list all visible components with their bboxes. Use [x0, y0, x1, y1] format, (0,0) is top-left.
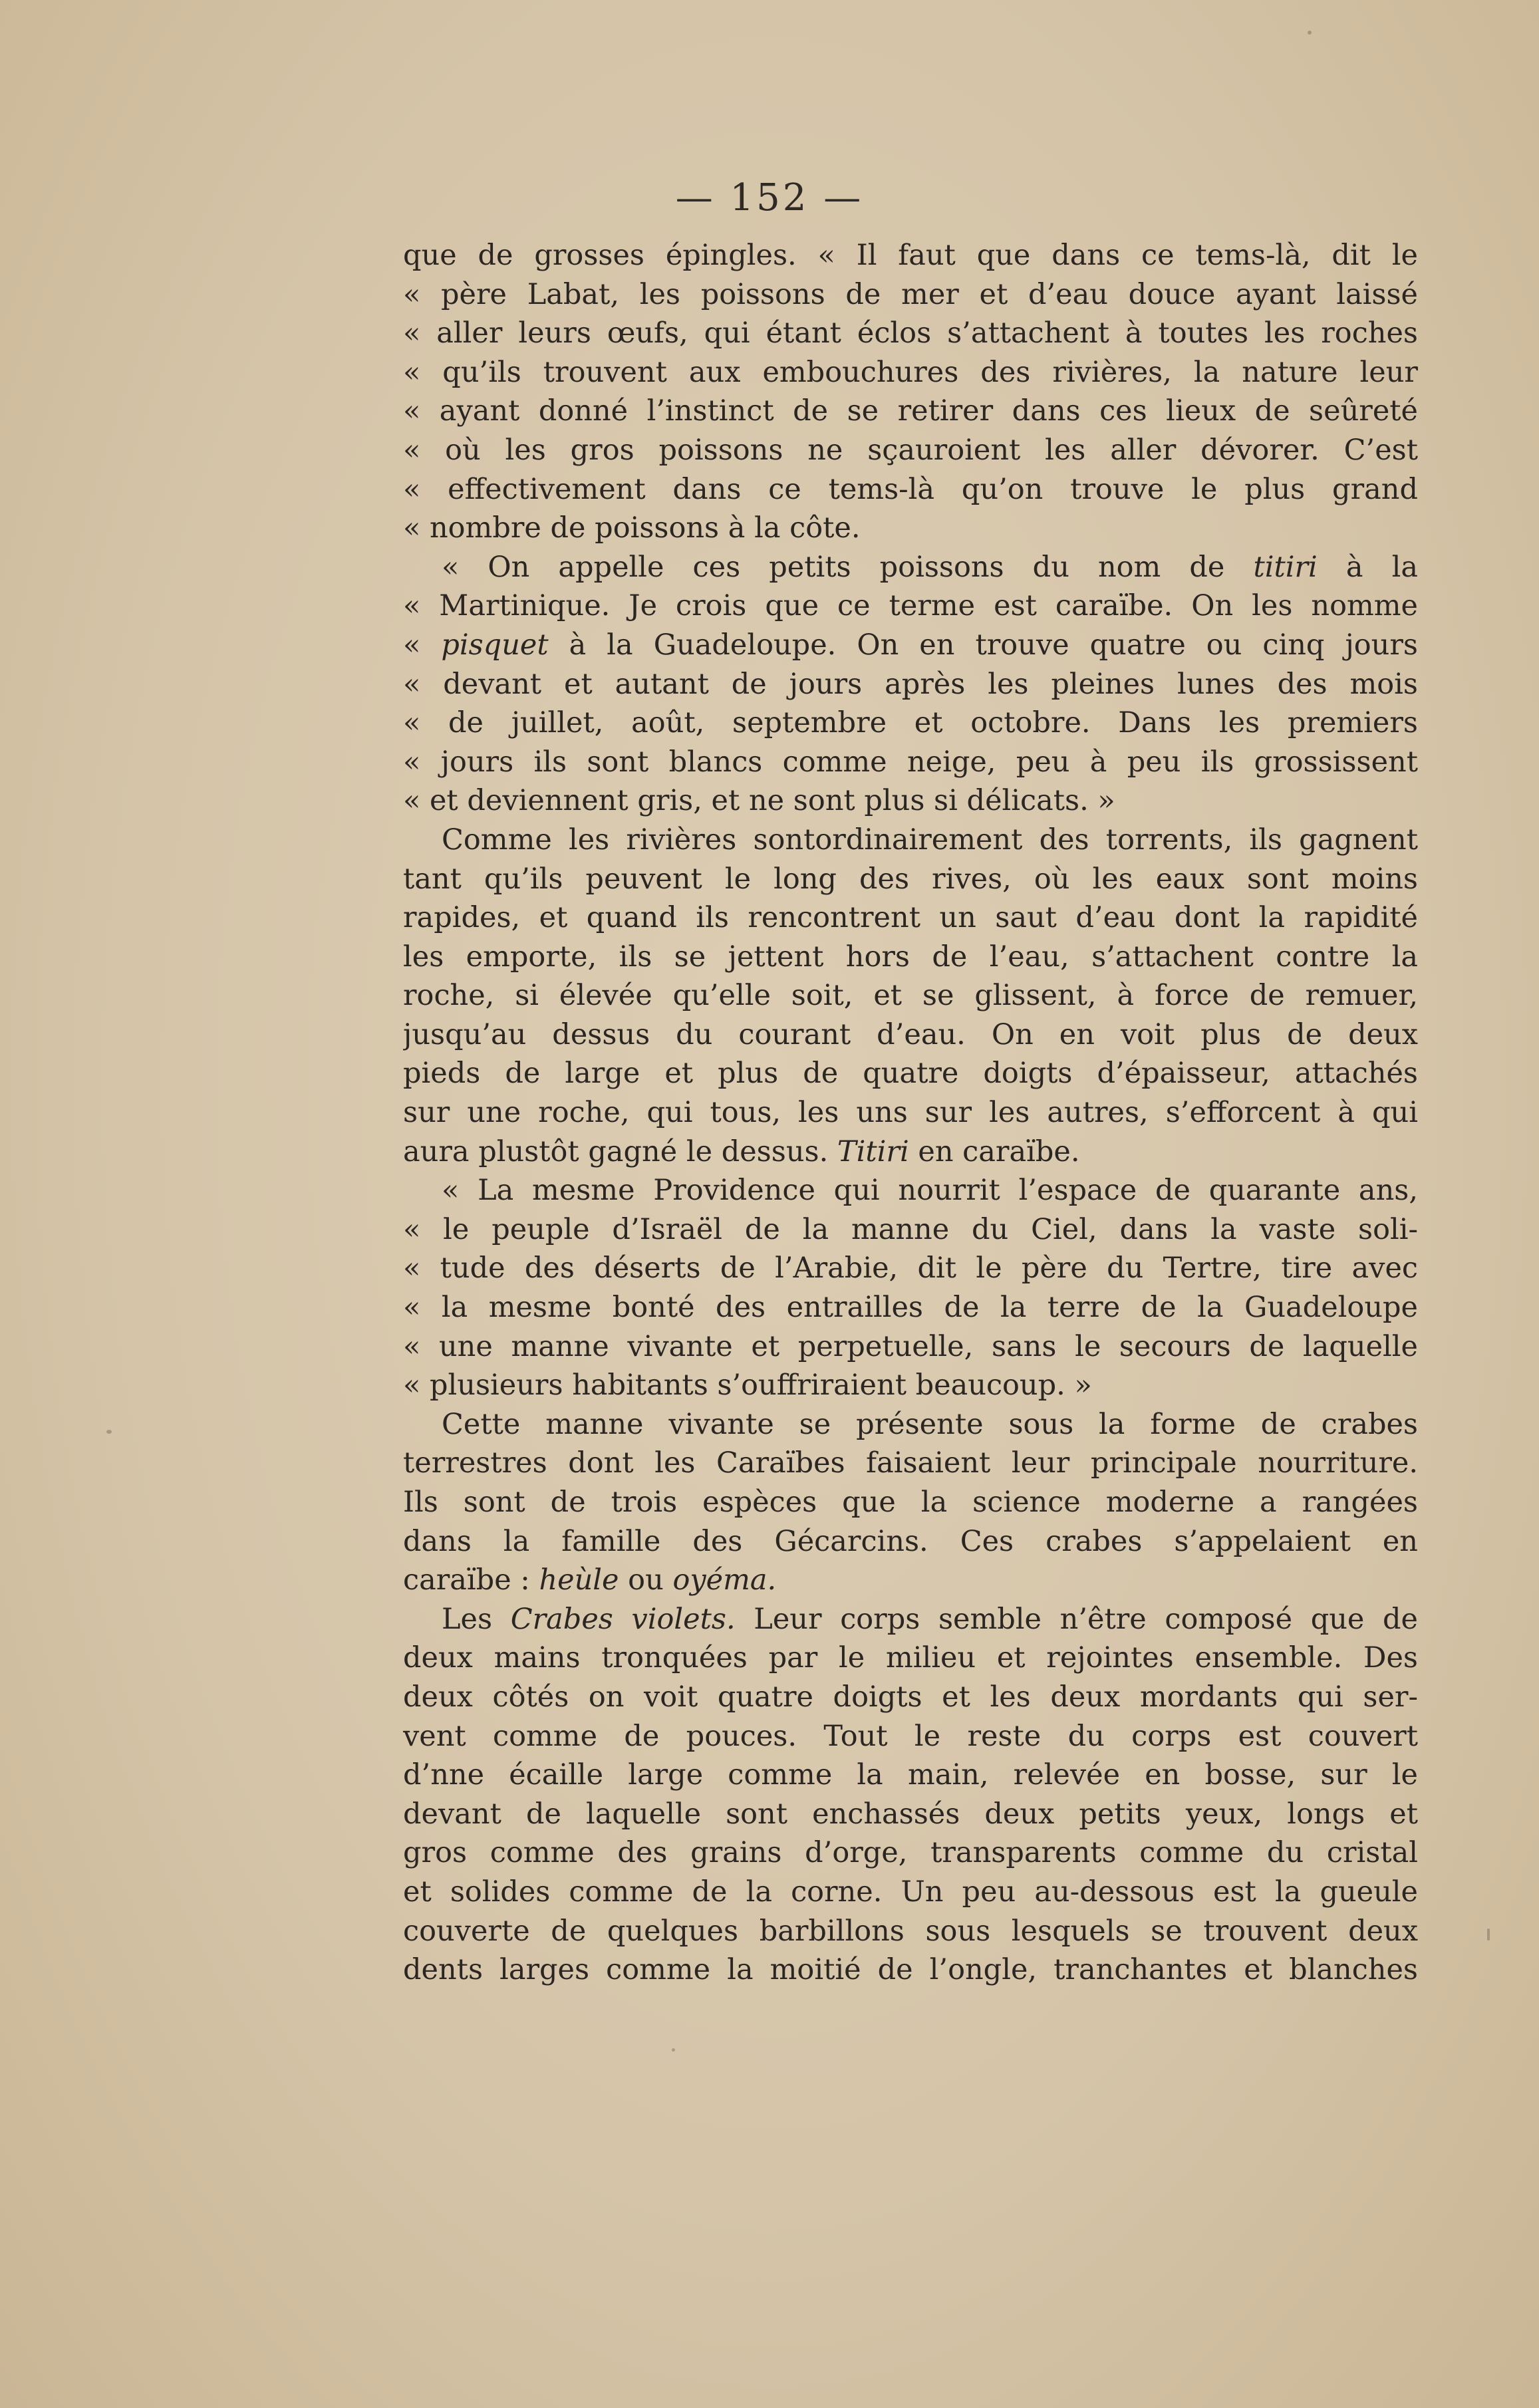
- text-line: pieds de large et plus de quatre doigts d’épaisseur, attachés: [403, 1057, 1418, 1091]
- text-line: que de grosses épingles. « Il faut que dans ce tems-là, dit le: [403, 239, 1418, 272]
- body-text: [403, 236, 1418, 1990]
- text-line: « plusieurs habitants s’ouffriraient beaucoup. »: [403, 1369, 1092, 1403]
- text-line: tant qu’ils peuvent le long des rives, où les eaux sont moins: [403, 862, 1418, 896]
- text-line: caraïbe : heùle ou oyéma.: [403, 1563, 777, 1597]
- text-line: « nombre de poissons à la côte.: [403, 511, 861, 545]
- text-line: devant de laquelle sont enchassés deux petits yeux, longs et: [403, 1797, 1418, 1831]
- text-line: couverte de quelques barbillons sous lesquels se trouvent deux: [403, 1914, 1418, 1948]
- text-line: « le peuple d’Israël de la manne du Ciel, dans la vaste soli-: [403, 1212, 1418, 1246]
- text-line: « de juillet, août, septembre et octobre. Dans les premiers: [403, 706, 1418, 740]
- text-line: « et deviennent gris, et ne sont plus si délicats. »: [403, 784, 1115, 818]
- text-line: « jours ils sont blancs comme neige, peu à peu ils grossissent: [403, 745, 1418, 779]
- text-line: aura plustôt gagné le dessus. Titiri en caraïbe.: [403, 1135, 1080, 1168]
- text-line: « pisquet à la Guadeloupe. On en trouve quatre ou cinq jours: [403, 628, 1418, 662]
- text-line: dans la famille des Gécarcins. Ces crabes s’appelaient en: [403, 1524, 1418, 1558]
- text-line: gros comme des grains d’orge, transparents comme du cristal: [403, 1836, 1418, 1870]
- text-line: et solides comme de la corne. Un peu au-dessous est la gueule: [403, 1875, 1418, 1909]
- text-line: « effectivement dans ce tems-là qu’on trouve le plus grand: [403, 472, 1418, 506]
- paper-speck: [1487, 1929, 1490, 1940]
- text-line: « On appelle ces petits poissons du nom de titiri à la: [442, 550, 1418, 584]
- text-line: « où les gros poissons ne sçauroient les aller dévorer. C’est: [403, 433, 1418, 467]
- text-line: « la mesme bonté des entrailles de la terre de la Guadeloupe: [403, 1291, 1418, 1325]
- text-line: « Martinique. Je crois que ce terme est caraïbe. On les nomme: [403, 589, 1418, 623]
- paper-speck: [106, 1430, 112, 1434]
- text-line: « qu’ils trouvent aux embouchures des rivières, la nature leur: [403, 355, 1418, 389]
- text-line: « ayant donné l’instinct de se retirer dans ces lieux de seûreté: [403, 394, 1418, 428]
- text-line: Ils sont de trois espèces que la science moderne a rangées: [403, 1486, 1418, 1519]
- text-line: sur une roche, qui tous, les uns sur les autres, s’efforcent à qui: [403, 1096, 1418, 1130]
- text-line: « tude des déserts de l’Arabie, dit le père du Tertre, tire avec: [403, 1252, 1418, 1285]
- text-line: rapides, et quand ils rencontrent un saut d’eau dont la rapidité: [403, 901, 1418, 935]
- text-line: roche, si élevée qu’elle soit, et se glissent, à force de remuer,: [403, 979, 1418, 1013]
- text-line: d’nne écaille large comme la main, relevée en bosse, sur le: [403, 1758, 1418, 1792]
- text-line: jusqu’au dessus du courant d’eau. On en voit plus de deux: [403, 1017, 1418, 1051]
- text-line: « père Labat, les poissons de mer et d’eau douce ayant laissé: [403, 277, 1418, 311]
- paper-speck: [1308, 31, 1312, 35]
- text-line: « devant et autant de jours après les pleines lunes des mois: [403, 667, 1418, 701]
- text-line: Les Crabes violets. Leur corps semble n’être composé que de: [442, 1602, 1418, 1636]
- page-number: — 152 —: [675, 176, 864, 219]
- text-line: vent comme de pouces. Tout le reste du corps est couvert: [403, 1719, 1418, 1753]
- text-line: terrestres dont les Caraïbes faisaient leur principale nourriture.: [403, 1446, 1418, 1480]
- paper-speck: [672, 2048, 675, 2052]
- text-line: Comme les rivières sontordinairement des torrents, ils gagnent: [442, 823, 1418, 857]
- text-line: « aller leurs œufs, qui étant éclos s’attachent à toutes les roches: [403, 317, 1418, 350]
- text-line: deux mains tronquées par le milieu et rejointes ensemble. Des: [403, 1641, 1418, 1675]
- text-line: dents larges comme la moitié de l’ongle, tranchantes et blanches: [403, 1953, 1418, 1987]
- text-line: « une manne vivante et perpetuelle, sans le secours de laquelle: [403, 1329, 1418, 1363]
- text-line: deux côtés on voit quatre doigts et les deux mordants qui ser-: [403, 1680, 1418, 1714]
- text-line: Cette manne vivante se présente sous la forme de crabes: [442, 1407, 1418, 1441]
- text-line: « La mesme Providence qui nourrit l’espace de quarante ans,: [442, 1174, 1418, 1208]
- text-line: les emporte, ils se jettent hors de l’eau, s’attachent contre la: [403, 940, 1418, 974]
